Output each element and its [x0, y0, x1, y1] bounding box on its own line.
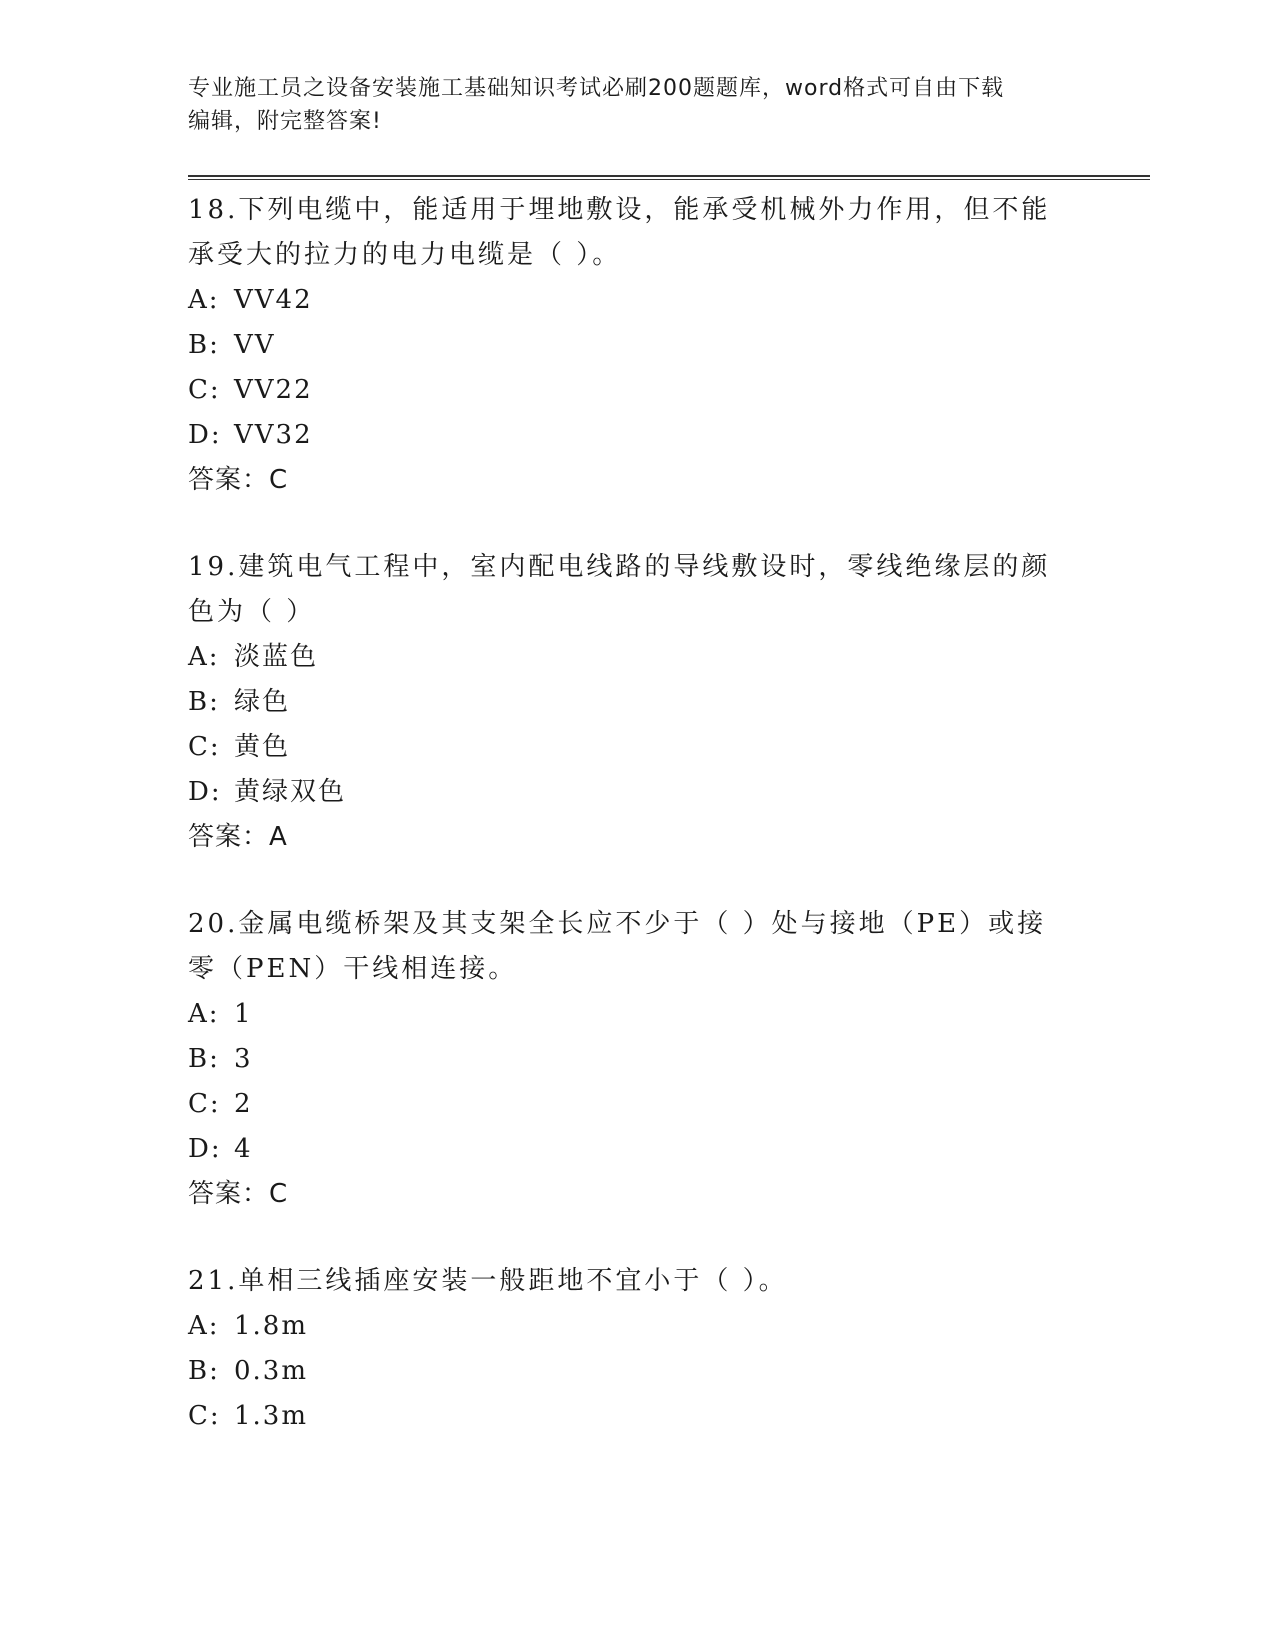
- option-text: 0.3m: [234, 1356, 309, 1386]
- question-number: 18.: [188, 195, 239, 225]
- option-key: B:: [188, 330, 220, 360]
- option-text: 2: [234, 1089, 253, 1119]
- answer-line: [188, 458, 1088, 503]
- option-key: D:: [188, 420, 222, 450]
- option-text: 绿色: [234, 687, 291, 717]
- option-c: [188, 725, 1088, 770]
- question-text: 单相三线插座安装一般距地不宜小于（ ）。: [238, 1266, 788, 1296]
- question-text: 下列电缆中，能适用于埋地敷设，能承受机械外力作用，但不能承受大的拉力的电力电缆是（ ）。: [188, 195, 1051, 270]
- option-d: [188, 413, 1088, 458]
- question-number: 19.: [188, 552, 239, 582]
- answer-label: 答案：: [188, 1179, 270, 1209]
- option-a: [188, 992, 1088, 1037]
- option-key: A:: [188, 285, 220, 315]
- question-stem: [188, 545, 1068, 635]
- question-20: [188, 902, 1088, 1217]
- option-key: C:: [188, 375, 221, 405]
- option-key: C:: [188, 1401, 221, 1431]
- option-c: [188, 1394, 1088, 1439]
- option-text: 淡蓝色: [234, 642, 319, 672]
- option-text: VV32: [234, 420, 313, 450]
- option-text: 1.3m: [234, 1401, 309, 1431]
- question-number: 20.: [188, 909, 239, 939]
- option-text: 4: [234, 1134, 253, 1164]
- option-text: 3: [234, 1044, 253, 1074]
- option-key: B:: [188, 1356, 220, 1386]
- document-header: [188, 72, 1068, 138]
- option-d: [188, 1127, 1088, 1172]
- question-text: 建筑电气工程中，室内配电线路的导线敷设时，零线绝缘层的颜色为（ ）: [188, 552, 1051, 627]
- option-key: C:: [188, 732, 221, 762]
- header-line-2: 编辑，附完整答案!: [188, 109, 382, 134]
- option-key: B:: [188, 1044, 220, 1074]
- option-key: A:: [188, 642, 220, 672]
- question-stem: [188, 1259, 1068, 1304]
- answer-label: 答案：: [188, 465, 270, 495]
- option-c: [188, 368, 1088, 413]
- option-b: [188, 680, 1088, 725]
- option-text: VV22: [234, 375, 313, 405]
- option-key: A:: [188, 1311, 220, 1341]
- option-b: [188, 1349, 1088, 1394]
- option-b: [188, 323, 1088, 368]
- option-text: VV: [234, 330, 276, 360]
- question-stem: [188, 188, 1068, 278]
- option-text: 1.8m: [234, 1311, 309, 1341]
- question-stem: [188, 902, 1068, 992]
- question-18: [188, 188, 1088, 503]
- option-b: [188, 1037, 1088, 1082]
- option-key: B:: [188, 687, 220, 717]
- option-c: [188, 1082, 1088, 1127]
- question-number: 21.: [188, 1266, 239, 1296]
- option-key: D:: [188, 777, 222, 807]
- answer-label: 答案：: [188, 822, 270, 852]
- answer-value: A: [269, 822, 288, 852]
- option-text: VV42: [234, 285, 313, 315]
- answer-line: [188, 815, 1088, 860]
- header-divider: [188, 175, 1150, 180]
- option-key: A:: [188, 999, 220, 1029]
- question-list: [188, 188, 1088, 1481]
- answer-line: [188, 1172, 1088, 1217]
- option-key: C:: [188, 1089, 221, 1119]
- header-line-1: 专业施工员之设备安装施工基础知识考试必刷200题题库，word格式可自由下载: [188, 76, 1005, 101]
- question-19: [188, 545, 1088, 860]
- option-a: [188, 1304, 1088, 1349]
- option-text: 黄绿双色: [234, 777, 347, 807]
- option-text: 1: [234, 999, 253, 1029]
- answer-value: C: [269, 465, 289, 495]
- option-a: [188, 635, 1088, 680]
- option-d: [188, 770, 1088, 815]
- option-key: D:: [188, 1134, 222, 1164]
- question-text: 金属电缆桥架及其支架全长应不少于（ ）处与接地（PE）或接零（PEN）干线相连接。: [188, 909, 1047, 984]
- answer-value: C: [269, 1179, 289, 1209]
- option-text: 黄色: [234, 732, 291, 762]
- question-21: [188, 1259, 1088, 1439]
- option-a: [188, 278, 1088, 323]
